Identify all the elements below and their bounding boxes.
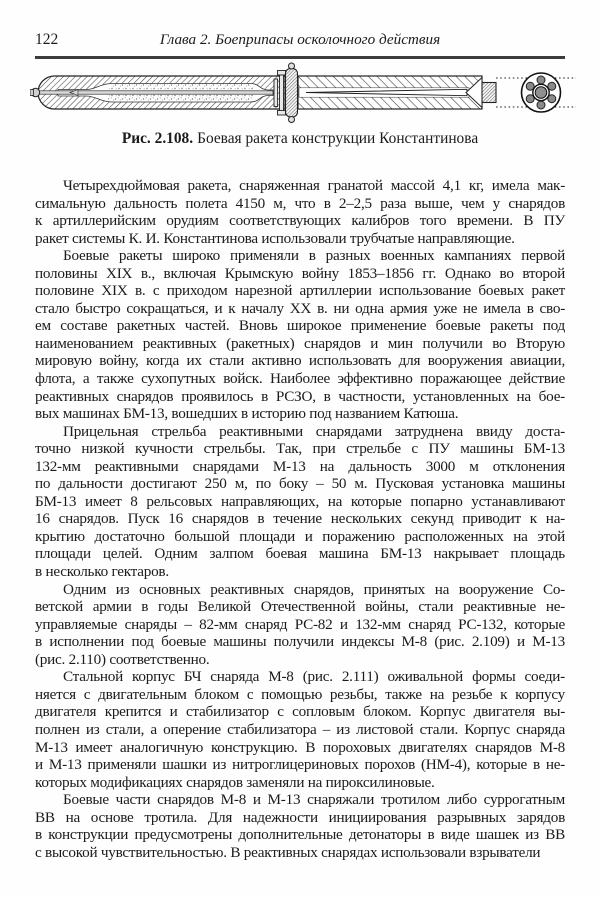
text-line: в несколько гектаров. xyxy=(35,563,169,581)
text-line: 16 снарядов. Пуск 16 снарядов в течение нескольких секунд приводит к на- xyxy=(35,510,565,528)
paragraph xyxy=(35,177,565,247)
connector-tab xyxy=(278,71,286,76)
text-line: 132-мм реактивными снарядами М-13 на дальность 3000 м отклонения xyxy=(35,457,565,475)
text-line: мировую войну, когда их стали активно использовать для вооружения авиации, xyxy=(35,352,565,370)
text-line: (рис. 2.110) соответственно. xyxy=(35,650,210,668)
nozzle-block xyxy=(482,83,496,103)
figure-caption-label: Рис. 2.108. xyxy=(121,130,194,147)
text-line: няется с двигательным блоком с помощью резьбы, также на резьбе к корпусу xyxy=(35,685,565,703)
text-line: полнен из стали, а оперение стабилизатора – из листовой стали. Корпус снаряда xyxy=(35,720,565,738)
text-line: симальную дальность полета 4150 м, что в 2–2,5 раза выше, чем у снарядов xyxy=(35,194,565,212)
flange-bolt xyxy=(289,63,295,69)
flange-bolt xyxy=(289,117,295,123)
body-text xyxy=(35,177,565,861)
text-line: ветской армии в годы Великой Отечественной войны, стали реактивные не- xyxy=(35,598,565,616)
figure-caption-text: Боевая ракета конструкции Константинова xyxy=(197,130,479,147)
connector-plate xyxy=(274,79,278,107)
text-line: которых модификациях снарядов заменяли на пироксилиновые. xyxy=(35,773,435,791)
text-line: Стальной корпус БЧ снаряда М-8 (рис. 2.111) оживальной формы соеди- xyxy=(63,668,565,686)
paragraph xyxy=(35,791,565,861)
paragraph xyxy=(35,668,565,791)
figure-caption xyxy=(0,130,600,148)
text-line: с высокой чувствительностью. В реактивных снарядах использовали взрыватели xyxy=(35,843,541,861)
text-line: М-13 имеет аналогичную конструкцию. В пороховых двигателях снарядов М-8 xyxy=(35,738,565,756)
text-line: БМ-13 имеет 8 рельсовых направляющих, на которые попарно устанавливают xyxy=(35,492,565,510)
nose-fuze-tip xyxy=(30,90,34,96)
paragraph xyxy=(35,581,565,669)
text-line: половине XIX в. с приходом нарезной артиллерии использование боевых ракет xyxy=(35,282,565,300)
text-line: по дальности достигают 250 м, по боку – 50 м. Пусковая установка машины xyxy=(35,475,565,493)
text-line: к артиллерийским орудиям соответствующих калибров того времени. В ПУ xyxy=(35,212,565,230)
text-line: крытию достаточно большой площади и поражению расположенных на этой xyxy=(35,527,565,545)
central-hub xyxy=(535,87,547,99)
suspension-flange xyxy=(286,69,298,118)
text-line: половины XIX в., включая Крымскую войну 1853–1856 гг. Однако во второй xyxy=(35,264,565,282)
connector-tab xyxy=(278,111,286,116)
paragraph xyxy=(35,247,565,422)
text-line: реактивных снарядов проявилось в РСЗО, в частности, установленных на бое- xyxy=(35,387,565,405)
text-line: в конструкции предусмотрены дополнительные детонаторы в виде шашек из ВВ xyxy=(35,826,565,844)
text-line: управляемые снаряды – 82-мм снаряд РС-82 и 132-мм снаряд РС-132, которые xyxy=(35,615,565,633)
text-line: вых машинах БМ-13, вошедших в историю под названием Катюша. xyxy=(35,405,459,423)
running-chapter-header: Глава 2. Боеприпасы осколочного действия xyxy=(159,31,441,48)
nozzle-hole xyxy=(537,76,545,84)
text-line: стало быстро сокращаться, и к началу XX в. ни одна армия уже не имела в сво- xyxy=(35,299,565,317)
nozzle-hole xyxy=(537,101,545,109)
paragraph xyxy=(35,423,565,581)
text-line: наименованием реактивных (ракетных) снарядов и мин получили во Вторую xyxy=(35,334,565,352)
text-line: Боевые части снарядов М-8 и М-13 снаряжали тротилом либо суррогатным xyxy=(63,791,565,809)
text-line: Боевые ракеты широко применяли в разных военных кампаниях первой xyxy=(63,247,565,265)
page-number: 122 xyxy=(35,31,59,48)
text-line: ем составе ракетных частей. Вновь широкое применение боевые ракеты под xyxy=(35,317,565,335)
text-line: двигателя крепится и стабилизатор с сопловым блоком. Корпус двигателя вы- xyxy=(35,703,565,721)
text-line: в исполнении под боевые машины получили индексы М-8 (рис. 2.109) и М-13 xyxy=(35,633,565,651)
text-line: и М-13 применяли шашки из нитроглицериновых порохов (НМ-4), которые в не- xyxy=(35,756,565,774)
figure-2-108 xyxy=(30,62,582,124)
text-line: флота, а также сухопутных войск. Наиболее эффективно поражающее действие xyxy=(35,370,565,388)
rocket-cross-section-drawing xyxy=(30,62,582,124)
text-line: ракет системы К. И. Константинова использовали трубчатые направляющие. xyxy=(35,229,515,247)
text-line: Четырехдюймовая ракета, снаряженная гранатой массой 4,1 кг, имела мак- xyxy=(63,177,565,194)
text-line: точно низкой кучности стрельбы. Так, при стрельбе с ПУ машины БМ-13 xyxy=(35,440,565,458)
text-line: ВВ на основе тротила. Для надежности инициирования разрывных зарядов xyxy=(35,808,565,826)
text-line: Прицельная стрельба реактивными снарядами затруднена ввиду доста- xyxy=(63,422,565,440)
text-line: Одним из основных реактивных снарядов, принятых на вооружение Со- xyxy=(63,580,565,598)
text-line: площади целей. Одним залпом боевая машина БМ-13 накрывает площадь xyxy=(35,545,565,563)
connector-plate xyxy=(280,75,284,112)
header-rule xyxy=(35,56,565,59)
